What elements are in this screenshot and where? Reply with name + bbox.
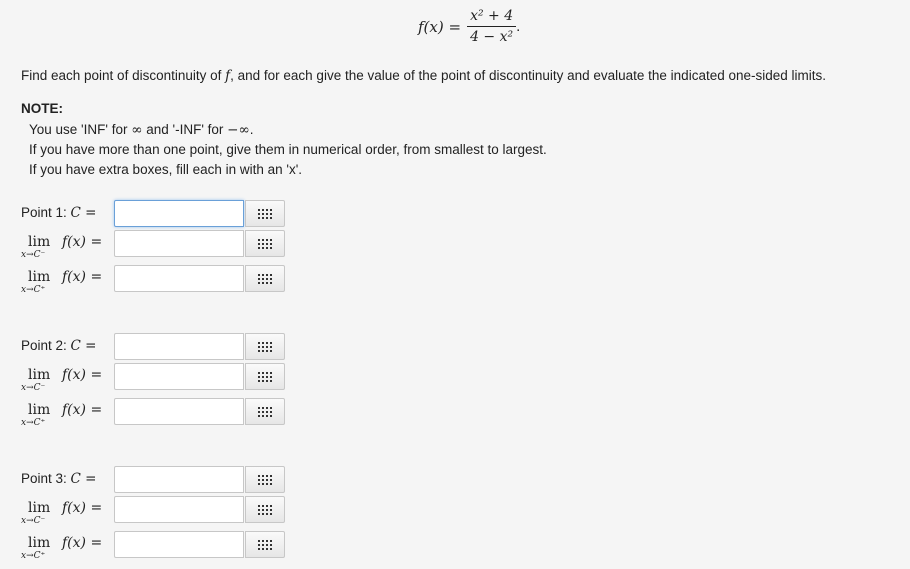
lim-expr: f(x) =	[62, 402, 103, 418]
note-line-2: If you have more than one point, give them in numerical order, from smallest to largest.	[29, 142, 547, 157]
point-2-left-limit-input[interactable]	[114, 363, 244, 390]
infinity-symbol: ∞	[131, 122, 143, 138]
point-1-left-limit-label	[21, 234, 111, 266]
point-eq: =	[80, 338, 97, 354]
lim-sub: x→C⁻	[21, 250, 46, 260]
lim-expr: f(x) =	[62, 269, 103, 285]
equation-palette-icon	[259, 341, 272, 352]
point-3-right-palette-button[interactable]	[245, 531, 285, 558]
point-label-text: Point 2:	[21, 338, 71, 353]
formula-numerator: x² + 4	[467, 8, 516, 27]
point-2-c-palette-button[interactable]	[245, 333, 285, 360]
point-1-c-palette-button[interactable]	[245, 200, 285, 227]
point-2-left-limit-label	[21, 367, 111, 399]
lim-sub: x→C⁻	[21, 516, 46, 526]
equation-palette-icon	[259, 539, 272, 550]
point-2-right-limit-input[interactable]	[114, 398, 244, 425]
note-line-1	[29, 122, 253, 138]
point-1-right-limit-label	[21, 269, 111, 301]
point-2-right-palette-button[interactable]	[245, 398, 285, 425]
instructions	[21, 68, 826, 84]
lim-sub: x→C⁺	[21, 285, 46, 295]
point-3-left-palette-button[interactable]	[245, 496, 285, 523]
lim-sub: x→C⁺	[21, 418, 46, 428]
point-label-text: Point 1:	[21, 205, 71, 220]
formula-lhs: f(x) =	[418, 17, 462, 36]
point-3-c-input[interactable]	[114, 466, 244, 493]
formula-period: .	[516, 18, 521, 35]
lim-word: lim	[28, 269, 51, 285]
lim-sub: x→C⁻	[21, 383, 46, 393]
note-line-3: If you have extra boxes, fill each in with an 'x'.	[29, 162, 303, 177]
point-var: C	[70, 205, 81, 221]
point-3-left-limit-label	[21, 500, 111, 532]
point-3-left-limit-input[interactable]	[114, 496, 244, 523]
lim-word: lim	[28, 500, 51, 516]
point-2-left-palette-button[interactable]	[245, 363, 285, 390]
point-1-right-limit-input[interactable]	[114, 265, 244, 292]
lim-expr: f(x) =	[62, 367, 103, 383]
point-1-left-palette-button[interactable]	[245, 230, 285, 257]
formula-fraction	[467, 8, 516, 45]
note-text: .	[249, 122, 254, 137]
lim-word: lim	[28, 535, 51, 551]
point-3-label	[21, 471, 96, 487]
point-var: C	[70, 338, 81, 354]
lim-word: lim	[28, 402, 51, 418]
equation-palette-icon	[259, 406, 272, 417]
equation-palette-icon	[259, 504, 272, 515]
point-2-label	[21, 338, 96, 354]
point-label-text: Point 3:	[21, 471, 71, 486]
equation-palette-icon	[259, 238, 272, 249]
note-text: You use 'INF' for	[29, 122, 132, 137]
point-2-c-input[interactable]	[114, 333, 244, 360]
point-var: C	[70, 471, 81, 487]
function-formula	[418, 8, 520, 45]
lim-expr: f(x) =	[62, 535, 103, 551]
point-3-right-limit-label	[21, 535, 111, 567]
lim-expr: f(x) =	[62, 234, 103, 250]
note-text: and '-INF' for	[142, 122, 228, 137]
point-1-label	[21, 205, 96, 221]
note-title: NOTE:	[21, 101, 63, 116]
lim-expr: f(x) =	[62, 500, 103, 516]
point-1-right-palette-button[interactable]	[245, 265, 285, 292]
intro-var: f	[225, 68, 231, 84]
formula-denominator: 4 − x²	[470, 29, 514, 45]
lim-word: lim	[28, 367, 51, 383]
point-eq: =	[80, 205, 97, 221]
intro-text-b: , and for each give the value of the point of discontinuity and evaluate the indicated one-sided limits.	[230, 68, 827, 83]
equation-palette-icon	[259, 474, 272, 485]
point-1-left-limit-input[interactable]	[114, 230, 244, 257]
lim-word: lim	[28, 234, 51, 250]
point-3-c-palette-button[interactable]	[245, 466, 285, 493]
equation-palette-icon	[259, 371, 272, 382]
neg-infinity-symbol: −∞	[227, 122, 250, 138]
point-1-c-input[interactable]	[114, 200, 244, 227]
lim-sub: x→C⁺	[21, 551, 46, 561]
point-2-right-limit-label	[21, 402, 111, 434]
point-eq: =	[80, 471, 97, 487]
intro-text-a: Find each point of discontinuity of	[21, 68, 226, 83]
equation-palette-icon	[259, 208, 272, 219]
equation-palette-icon	[259, 273, 272, 284]
point-3-right-limit-input[interactable]	[114, 531, 244, 558]
